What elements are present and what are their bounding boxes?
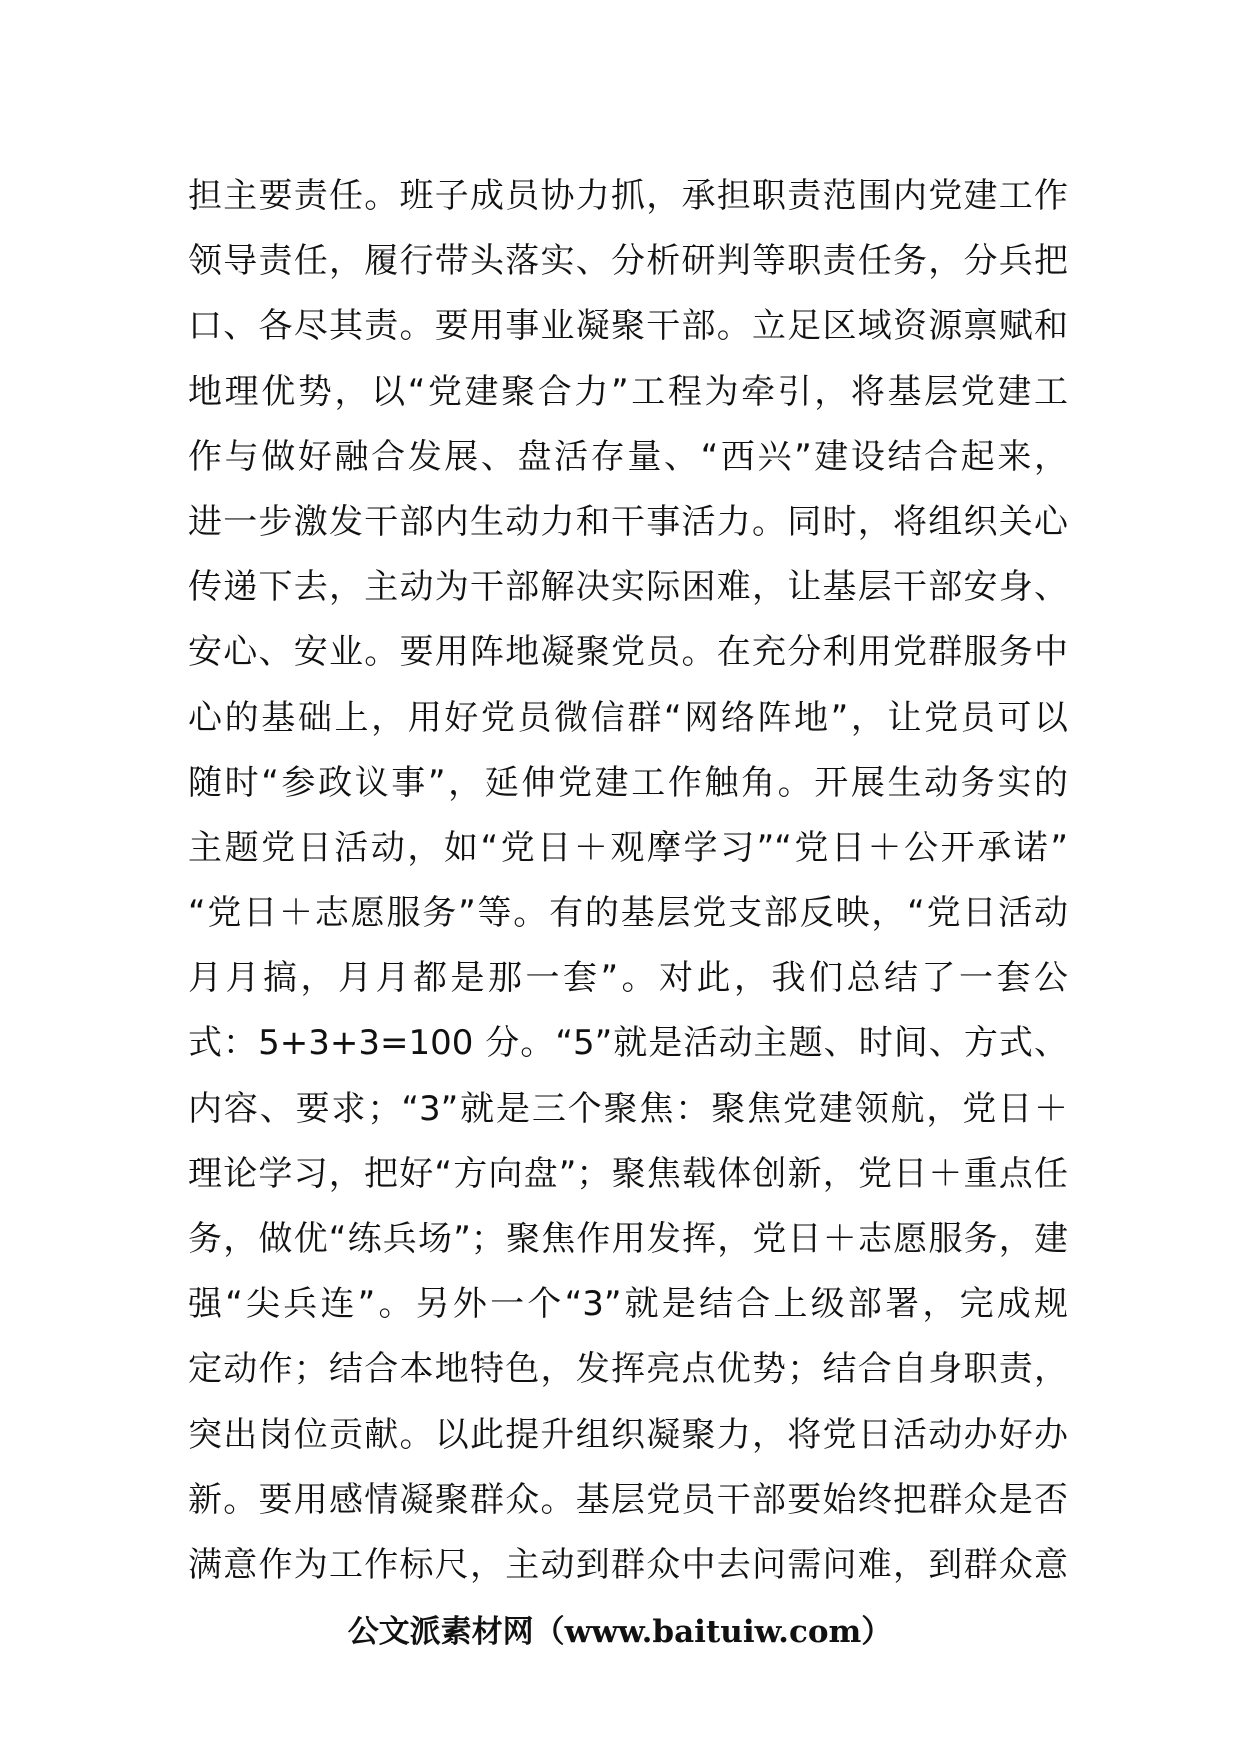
text-line: 定动作；结合本地特色，发挥亮点优势；结合自身职责， [188,1349,1068,1390]
text-line: 担主要责任。班子成员协力抓，承担职责范围内党建工作 [188,176,1068,216]
text-line: 新。要用感情凝聚群众。基层党员干部要始终把群众是否 [188,1479,1068,1520]
text-line: 随时“参政议事”，延伸党建工作触角。开展生动务实的 [188,762,1068,803]
text-line: 主题党日活动，如“党日＋观摩学习”“党日＋公开承诺” [188,827,1068,868]
text-line: 月月搞，月月都是那一套”。对此，我们总结了一套公 [188,958,1068,999]
text-line: 理论学习，把好“方向盘”；聚焦载体创新，党日＋重点任 [188,1153,1068,1194]
text-line: 满意作为工作标尺，主动到群众中去问需问难，到群众意 [188,1544,1068,1585]
text-line: 领导责任，履行带头落实、分析研判等职责任务，分兵把 [188,241,1068,282]
text-line: 作与做好融合发展、盘活存量、“西兴”建设结合起来， [188,436,1068,477]
text-line: 务，做优“练兵场”；聚焦作用发挥，党日＋志愿服务，建 [188,1219,1068,1259]
text-line: 内容、要求；“3”就是三个聚焦：聚焦党建领航，党日＋ [188,1088,1068,1129]
text-line: 式：5+3+3=100 分。“5”就是活动主题、时间、方式、 [188,1023,1068,1064]
text-line: “党日＋志愿服务”等。有的基层党支部反映，“党日活动 [188,893,1068,934]
text-line: 心的基础上，用好党员微信群“网络阵地”，让党员可以 [188,697,1068,738]
text-line: 口、各尽其责。要用事业凝聚干部。立足区域资源禀赋和 [188,306,1068,347]
body-text [188,164,1068,1598]
text-line: 强“尖兵连”。另外一个“3”就是结合上级部署，完成规 [188,1284,1068,1325]
text-line: 进一步激发干部内生动力和干事活力。同时，将组织关心 [188,501,1068,542]
page-footer: 公文派素材网（www.baituiw.com） [347,1614,893,1650]
text-line: 突出岗位贡献。以此提升组织凝聚力，将党日活动办好办 [188,1414,1068,1455]
text-line: 安心、安业。要用阵地凝聚党员。在充分利用党群服务中 [188,632,1068,673]
text-line: 传递下去，主动为干部解决实际困难，让基层干部安身、 [188,567,1068,608]
text-line: 地理优势，以“党建聚合力”工程为牵引，将基层党建工 [188,371,1068,412]
